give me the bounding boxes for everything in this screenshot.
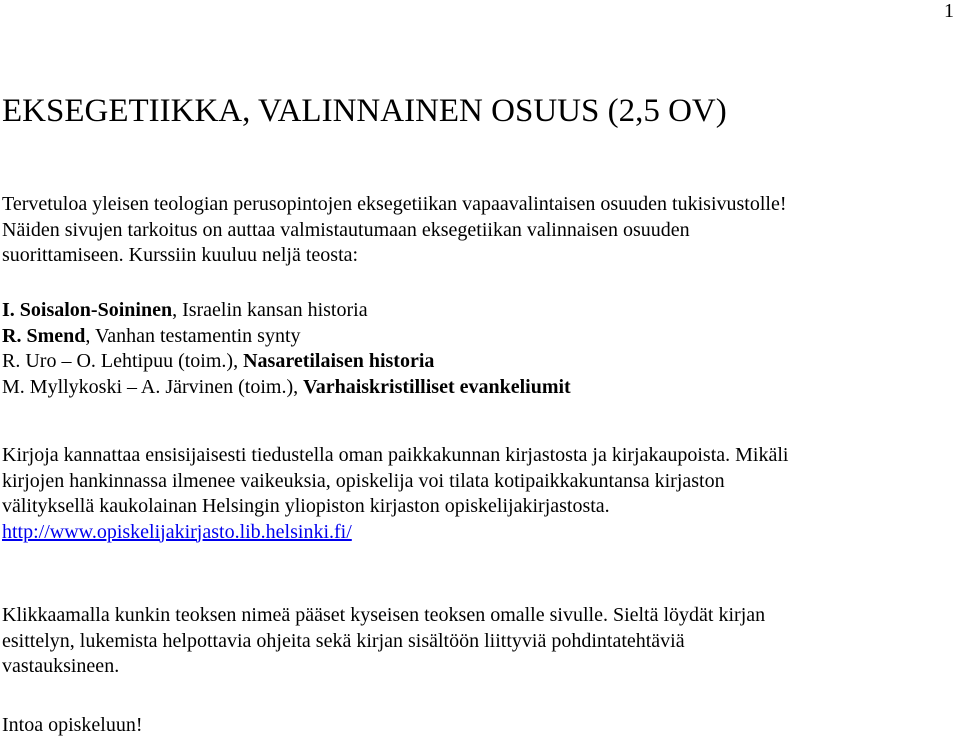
library-line: kirjojen hankinnassa ilmenee vaikeuksia, opiskelija voi tilata kotipaikkakuntansa kirjaston — [2, 469, 725, 492]
intro-line: Näiden sivujen tarkoitus on auttaa valmistautumaan eksegetiikan valinnaisen osuuden — [2, 218, 690, 241]
book-author: R. Smend — [2, 324, 86, 347]
book-item-myllykoski-jarvinen — [2, 375, 571, 401]
intro-paragraph — [2, 192, 787, 269]
click-info-line: esittelyn, lukemista helpottavia ohjeita sekä kirjan sisältöön liittyviä pohdintatehtäviä — [2, 629, 685, 652]
page-number: 1 — [944, 0, 954, 22]
library-line: välityksellä kaukolainan Helsingin yliopiston kirjaston opiskelijakirjastosta. — [2, 495, 610, 517]
book-separator: , — [85, 324, 95, 347]
library-paragraph — [2, 443, 788, 545]
book-title-link[interactable]: Nasaretilaisen historia — [243, 350, 435, 372]
student-library-link[interactable]: http://www.opiskelijakirjasto.lib.helsinki.fi/ — [2, 520, 352, 543]
book-author: R. Uro – O. Lehtipuu (toim.) — [2, 350, 234, 372]
intro-line: suorittamiseen. Kurssiin kuuluu neljä teosta: — [2, 244, 359, 266]
click-info-line: vastauksineen. — [2, 655, 120, 677]
book-separator: , — [172, 299, 183, 321]
book-item-uro-lehtipuu — [2, 349, 571, 375]
book-title-link[interactable]: Vanhan testamentin synty — [95, 324, 301, 347]
book-author: I. Soisalon-Soininen — [2, 299, 173, 321]
library-line: Kirjoja kannattaa ensisijaisesti tiedustella oman paikkakunnan kirjastosta ja kirjakaupoista. Mikäli — [2, 444, 789, 466]
library-link-line — [2, 520, 788, 546]
book-separator: , — [233, 350, 244, 372]
page-title: EKSEGETIIKKA, VALINNAINEN OSUUS (2,5 OV) — [2, 93, 727, 129]
book-item-smend — [2, 324, 571, 350]
book-separator: , — [293, 375, 304, 398]
book-list — [2, 298, 571, 400]
click-info-paragraph — [2, 603, 765, 680]
book-title-link[interactable]: Israelin kansan historia — [182, 299, 368, 321]
intro-line: Tervetuloa yleisen teologian perusopintojen eksegetiikan vapaavalintaisen osuuden tukisivustolle! — [2, 193, 787, 215]
click-info-line: Klikkaamalla kunkin teoksen nimeä pääset kyseisen teoksen omalle sivulle. Sieltä löydät kirjan — [2, 604, 766, 626]
book-item-soisalon-soininen — [2, 298, 571, 324]
closing-text: Intoa opiskeluun! — [2, 714, 143, 736]
book-author: M. Myllykoski – A. Järvinen (toim.) — [2, 375, 294, 398]
book-title-link[interactable]: Varhaiskristilliset evankeliumit — [303, 375, 571, 398]
